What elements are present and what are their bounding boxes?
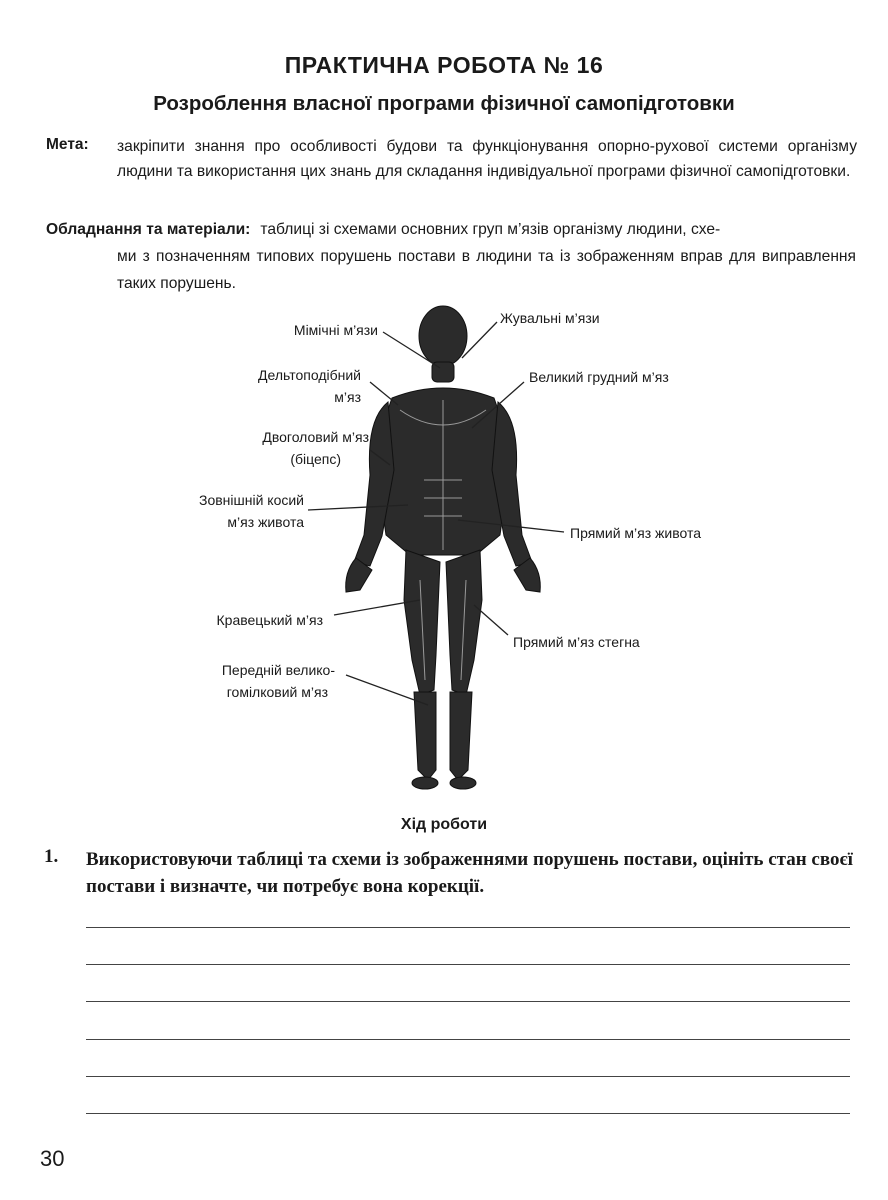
label-tibialis-anterior-line2: гомілковий м’яз — [226, 684, 328, 700]
muscle-diagram-icon — [0, 300, 888, 805]
label-deltoid-line1: Дельтоподібний — [258, 367, 361, 383]
equipment-text-first: таблиці зі схемами основних груп м’язів організму людини, схе- — [260, 221, 721, 238]
equipment-paragraph — [46, 216, 856, 297]
muscle-figure — [0, 300, 888, 805]
answer-line[interactable] — [86, 964, 850, 965]
label-tibialis-anterior-line1: Передній велико- — [221, 662, 335, 678]
label-biceps-line2: (біцепс) — [290, 451, 341, 467]
answer-line[interactable] — [86, 927, 850, 928]
label-sartorius: Кравецький м’яз — [216, 612, 323, 628]
label-rectus-abdominis: Прямий м’яз живота — [570, 525, 702, 541]
answer-line[interactable] — [86, 1076, 850, 1077]
label-biceps-line1: Двоголовий м’яз — [262, 429, 369, 445]
procedure-heading: Хід роботи — [400, 816, 488, 833]
equipment-text-rest: ми з позначенням типових порушень постави в людини та із зображенням вправ для виправлення таких порушень. — [117, 248, 856, 292]
answer-line[interactable] — [86, 1113, 850, 1114]
task-number: 1. — [44, 846, 59, 867]
equipment-label: Обладнання та матеріали: — [46, 221, 251, 238]
label-external-oblique-line1: Зовнішній косий — [198, 492, 304, 508]
label-pectoralis-major: Великий грудний м’яз — [529, 369, 669, 385]
page-title: ПРАКТИЧНА РОБОТА № 16 — [284, 52, 604, 78]
task-text: Використовуючи таблиці та схеми із зображеннями порушень постави, оцініть стан своєї постави і визначте, чи потребує вона корекції. — [86, 849, 853, 897]
answer-line[interactable] — [86, 1001, 850, 1002]
label-mimic-muscles: Мімічні м’язи — [293, 322, 378, 338]
label-deltoid-line2: м’яз — [334, 389, 361, 405]
page-subtitle: Розроблення власної програми фізичної самопідготовки — [153, 92, 735, 115]
label-rectus-femoris: Прямий м’яз стегна — [513, 634, 640, 650]
answer-line[interactable] — [86, 1039, 850, 1040]
goal-text: закріпити знання про особливості будови та функціонування опорно-рухової системи організму людини та використання цих знань для складання індивідуальної програми фізичної самопідготовки. — [117, 138, 857, 180]
label-external-oblique-line2: м’яз живота — [227, 514, 304, 530]
page-number: 30 — [40, 1146, 65, 1171]
goal-label: Мета: — [46, 136, 89, 153]
label-masticatory-muscles: Жувальні м’язи — [500, 310, 600, 326]
